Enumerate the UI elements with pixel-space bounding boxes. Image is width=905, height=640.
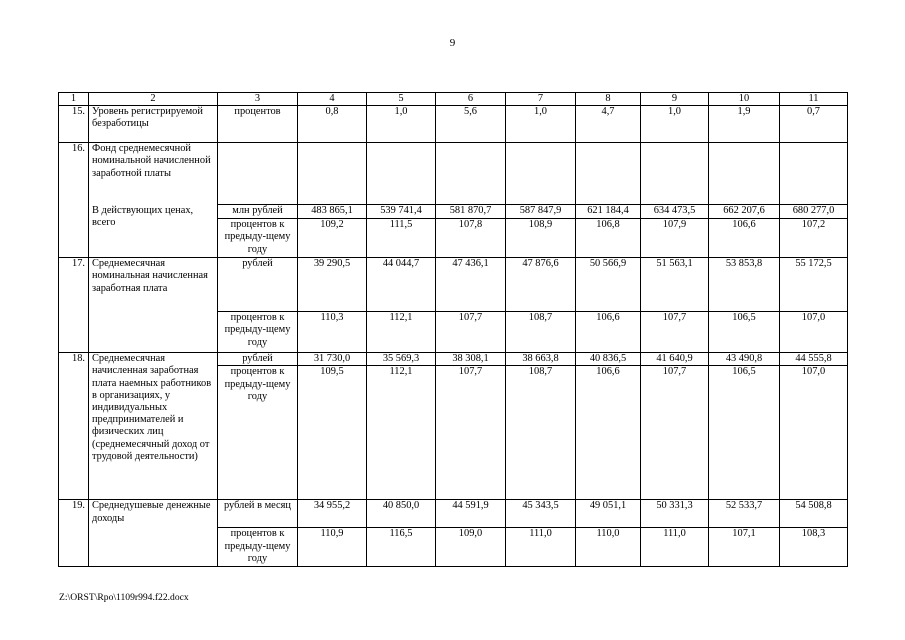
empty-cell xyxy=(218,143,298,205)
unit-cell: рублей в месяц xyxy=(218,500,298,528)
column-header: 5 xyxy=(367,93,436,106)
indicator-name: Уровень регистрируемой безработицы xyxy=(89,106,218,143)
value-cell: 112,1 xyxy=(367,366,436,500)
unit-cell: процентов к предыду-щему году xyxy=(218,312,298,353)
value-cell: 31 730,0 xyxy=(298,353,367,366)
value-cell: 45 343,5 xyxy=(506,500,576,528)
indicator-name: Среднемесячная номинальная начисленная заработная плата xyxy=(89,258,218,353)
value-cell: 111,0 xyxy=(506,528,576,567)
value-cell: 106,8 xyxy=(576,219,641,258)
column-header: 7 xyxy=(506,93,576,106)
table-row xyxy=(59,143,848,205)
value-cell: 110,3 xyxy=(298,312,367,353)
row-number: 18. xyxy=(59,353,89,500)
value-cell: 107,9 xyxy=(641,219,709,258)
empty-cell xyxy=(780,143,848,205)
value-cell: 107,2 xyxy=(780,219,848,258)
empty-cell xyxy=(436,143,506,205)
empty-cell xyxy=(506,143,576,205)
value-cell: 483 865,1 xyxy=(298,205,367,219)
page-number: 9 xyxy=(449,37,456,49)
value-cell: 53 853,8 xyxy=(709,258,780,312)
value-cell: 539 741,4 xyxy=(367,205,436,219)
value-cell: 680 277,0 xyxy=(780,205,848,219)
value-cell: 41 640,9 xyxy=(641,353,709,366)
table-row xyxy=(59,205,848,219)
value-cell: 38 308,1 xyxy=(436,353,506,366)
column-header: 2 xyxy=(89,93,218,106)
value-cell: 111,5 xyxy=(367,219,436,258)
value-cell: 621 184,4 xyxy=(576,205,641,219)
row-number: 19. xyxy=(59,500,89,567)
value-cell: 50 566,9 xyxy=(576,258,641,312)
value-cell: 35 569,3 xyxy=(367,353,436,366)
value-cell: 107,0 xyxy=(780,312,848,353)
row-number: 17. xyxy=(59,258,89,353)
indicator-name: Среднедушевые денежные доходы xyxy=(89,500,218,567)
value-cell: 44 591,9 xyxy=(436,500,506,528)
value-cell: 109,0 xyxy=(436,528,506,567)
value-cell: 43 490,8 xyxy=(709,353,780,366)
value-cell: 107,0 xyxy=(780,366,848,500)
value-cell: 108,9 xyxy=(506,219,576,258)
value-cell: 39 290,5 xyxy=(298,258,367,312)
value-cell: 110,9 xyxy=(298,528,367,567)
value-cell: 1,0 xyxy=(367,106,436,143)
column-header: 9 xyxy=(641,93,709,106)
column-header: 6 xyxy=(436,93,506,106)
file-path-footer: Z:\ORST\Rpo\1109r994.f22.docx xyxy=(59,592,189,603)
value-cell: 108,3 xyxy=(780,528,848,567)
value-cell: 106,5 xyxy=(709,366,780,500)
value-cell: 662 207,6 xyxy=(709,205,780,219)
table-row xyxy=(59,106,848,143)
value-cell: 581 870,7 xyxy=(436,205,506,219)
value-cell: 47 436,1 xyxy=(436,258,506,312)
empty-cell xyxy=(576,143,641,205)
value-cell: 50 331,3 xyxy=(641,500,709,528)
value-cell: 52 533,7 xyxy=(709,500,780,528)
value-cell: 107,7 xyxy=(436,312,506,353)
value-cell: 106,5 xyxy=(709,312,780,353)
unit-cell: млн рублей xyxy=(218,205,298,219)
value-cell: 0,8 xyxy=(298,106,367,143)
value-cell: 106,6 xyxy=(709,219,780,258)
unit-cell: рублей xyxy=(218,258,298,312)
value-cell: 1,0 xyxy=(506,106,576,143)
value-cell: 107,1 xyxy=(709,528,780,567)
value-cell: 109,5 xyxy=(298,366,367,500)
value-cell: 107,8 xyxy=(436,219,506,258)
table-row xyxy=(59,258,848,312)
value-cell: 110,0 xyxy=(576,528,641,567)
empty-cell xyxy=(298,143,367,205)
value-cell: 40 850,0 xyxy=(367,500,436,528)
unit-cell: процентов к предыду-щему году xyxy=(218,528,298,567)
value-cell: 107,7 xyxy=(641,312,709,353)
value-cell: 1,0 xyxy=(641,106,709,143)
value-cell: 107,7 xyxy=(436,366,506,500)
value-cell: 112,1 xyxy=(367,312,436,353)
statistics-table xyxy=(58,92,848,567)
value-cell: 5,6 xyxy=(436,106,506,143)
unit-cell: процентов к предыду-щему году xyxy=(218,219,298,258)
row-number: 16. xyxy=(59,143,89,258)
value-cell: 108,7 xyxy=(506,312,576,353)
value-cell: 0,7 xyxy=(780,106,848,143)
column-header: 10 xyxy=(709,93,780,106)
value-cell: 111,0 xyxy=(641,528,709,567)
value-cell: 634 473,5 xyxy=(641,205,709,219)
value-cell: 54 508,8 xyxy=(780,500,848,528)
column-header: 4 xyxy=(298,93,367,106)
column-header: 1 xyxy=(59,93,89,106)
value-cell: 34 955,2 xyxy=(298,500,367,528)
value-cell: 106,6 xyxy=(576,366,641,500)
unit-cell: процентов xyxy=(218,106,298,143)
value-cell: 55 172,5 xyxy=(780,258,848,312)
value-cell: 4,7 xyxy=(576,106,641,143)
indicator-name: Фонд среднемесячной номинальной начисленной заработной платы xyxy=(89,143,218,205)
value-cell: 106,6 xyxy=(576,312,641,353)
value-cell: 44 555,8 xyxy=(780,353,848,366)
column-header: 3 xyxy=(218,93,298,106)
value-cell: 1,9 xyxy=(709,106,780,143)
unit-cell: процентов к предыду-щему году xyxy=(218,366,298,500)
value-cell: 49 051,1 xyxy=(576,500,641,528)
indicator-name: Среднемесячная начисленная заработная плата наемных работников в организациях, у индивидуальных предпринимателей и физических лиц (среднемесячный доход от трудовой деятельности) xyxy=(89,353,218,500)
value-cell: 587 847,9 xyxy=(506,205,576,219)
value-cell: 51 563,1 xyxy=(641,258,709,312)
column-header: 11 xyxy=(780,93,848,106)
indicator-name: В действующих ценах, всего xyxy=(89,205,218,258)
value-cell: 107,7 xyxy=(641,366,709,500)
value-cell: 108,7 xyxy=(506,366,576,500)
value-cell: 38 663,8 xyxy=(506,353,576,366)
table-row xyxy=(59,353,848,366)
value-cell: 116,5 xyxy=(367,528,436,567)
table-row xyxy=(59,500,848,528)
value-cell: 109,2 xyxy=(298,219,367,258)
column-header: 8 xyxy=(576,93,641,106)
empty-cell xyxy=(709,143,780,205)
empty-cell xyxy=(367,143,436,205)
table-header-row xyxy=(59,93,848,106)
value-cell: 40 836,5 xyxy=(576,353,641,366)
row-number: 15. xyxy=(59,106,89,143)
value-cell: 47 876,6 xyxy=(506,258,576,312)
unit-cell: рублей xyxy=(218,353,298,366)
empty-cell xyxy=(641,143,709,205)
value-cell: 44 044,7 xyxy=(367,258,436,312)
